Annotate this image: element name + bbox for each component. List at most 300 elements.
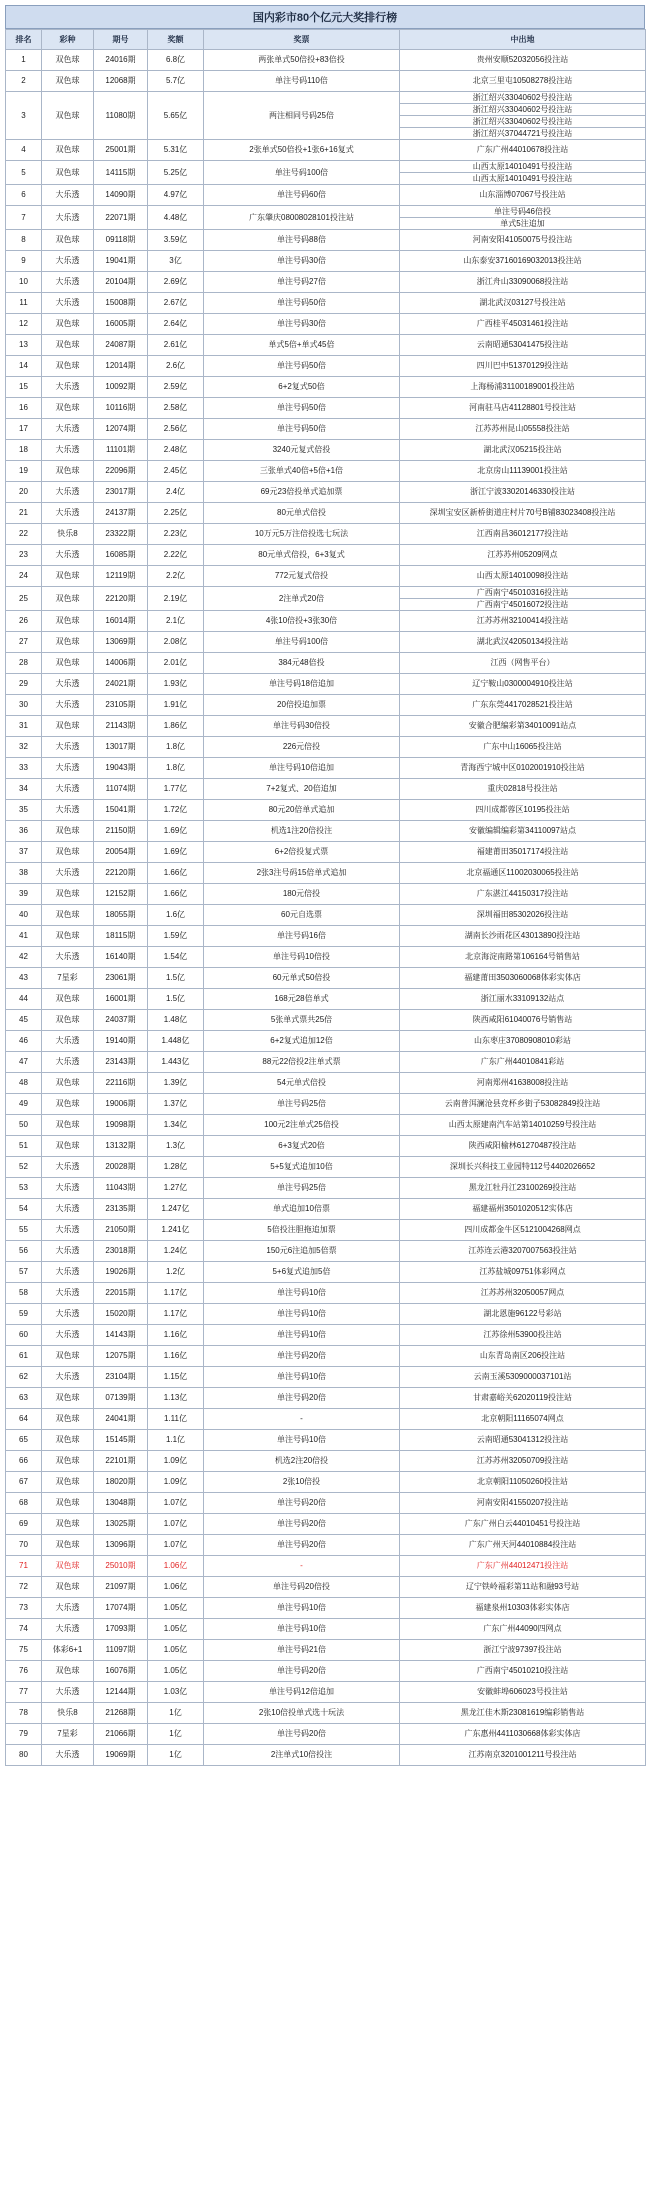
cell-amount: 1.11亿 [148,1409,204,1430]
cell-rank: 68 [6,1493,42,1514]
cell-amount: 1.28亿 [148,1157,204,1178]
ranking-table [5,29,646,1766]
table-row [6,1661,646,1682]
cell-ticket: 单注号码10倍 [204,1304,400,1325]
cell-place: 北京朝阳11050260投注站 [400,1472,646,1493]
cell-rank: 2 [6,71,42,92]
cell-rank: 5 [6,161,42,185]
table-header-row [6,30,646,50]
cell-rank: 16 [6,398,42,419]
cell-ticket: 10万元5万注倍投选七玩法 [204,524,400,545]
cell-type: 双色球 [42,1010,94,1031]
cell-ticket: 单注号码50倍 [204,398,400,419]
cell-place: 北京福通区11002030065投注站 [400,863,646,884]
cell-type: 双色球 [42,1409,94,1430]
cell-amount: 1.6亿 [148,905,204,926]
cell-issue: 12014期 [94,356,148,377]
cell-ticket: 88元22倍投2注单式票 [204,1052,400,1073]
cell-rank: 71 [6,1556,42,1577]
cell-amount: 1.247亿 [148,1199,204,1220]
col-header-place: 中出地 [400,30,646,50]
cell-issue: 21066期 [94,1724,148,1745]
cell-type: 双色球 [42,611,94,632]
cell-type: 双色球 [42,587,94,611]
cell-place: 广东广州44012471投注站 [400,1556,646,1577]
cell-place: 广东广州白云44010451号投注站 [400,1514,646,1535]
cell-issue: 25010期 [94,1556,148,1577]
cell-issue: 13069期 [94,632,148,653]
cell-place: 广东广州44090四网点 [400,1619,646,1640]
cell-amount: 1.03亿 [148,1682,204,1703]
cell-issue: 14143期 [94,1325,148,1346]
table-row [6,1094,646,1115]
cell-type: 双色球 [42,926,94,947]
table-row [6,1556,646,1577]
cell-rank: 65 [6,1430,42,1451]
table-row [6,758,646,779]
ranking-page [5,5,645,1766]
table-row [6,968,646,989]
cell-type: 大乐透 [42,800,94,821]
table-row [6,272,646,293]
cell-place: 福建莆田35017174投注站 [400,842,646,863]
cell-rank: 29 [6,674,42,695]
cell-type: 双色球 [42,1346,94,1367]
cell-rank: 46 [6,1031,42,1052]
cell-amount: 1.24亿 [148,1241,204,1262]
cell-place: 云南昭通53041475投注站 [400,335,646,356]
cell-place: 江苏苏州32100414投注站 [400,611,646,632]
cell-place: 北京三里屯10508278投注站 [400,71,646,92]
cell-ticket: 单注号码18倍追加 [204,674,400,695]
cell-amount: 1.72亿 [148,800,204,821]
cell-ticket: 单注号码100倍 [204,161,400,185]
cell-place: 江苏苏州05209网点 [400,545,646,566]
cell-issue: 21150期 [94,821,148,842]
cell-issue: 25001期 [94,140,148,161]
cell-amount: 1.93亿 [148,674,204,695]
cell-place: 湖北恩施96122号彩站 [400,1304,646,1325]
cell-rank: 78 [6,1703,42,1724]
cell-place: 浙江宁波33020146330投注站 [400,482,646,503]
cell-type: 双色球 [42,884,94,905]
cell-issue: 24016期 [94,50,148,71]
cell-issue: 20104期 [94,272,148,293]
cell-amount: 2.23亿 [148,524,204,545]
cell-ticket: 5张单式票共25倍 [204,1010,400,1031]
table-row [6,1451,646,1472]
cell-rank: 10 [6,272,42,293]
cell-issue: 24037期 [94,1010,148,1031]
cell-amount: 1.91亿 [148,695,204,716]
cell-place: 甘肃嘉峪关62020119投注站 [400,1388,646,1409]
table-row [6,1157,646,1178]
table-row [6,821,646,842]
cell-rank: 62 [6,1367,42,1388]
cell-issue: 23143期 [94,1052,148,1073]
cell-amount: 1.07亿 [148,1493,204,1514]
cell-ticket: 单注号码100倍 [204,632,400,653]
cell-issue: 23105期 [94,695,148,716]
cell-ticket: 单注号码20倍 [204,1346,400,1367]
cell-type: 大乐透 [42,272,94,293]
cell-place: 江苏南京3201001211号投注站 [400,1745,646,1766]
cell-ticket: 机选1注20倍投注 [204,821,400,842]
cell-issue: 21050期 [94,1220,148,1241]
cell-place: 山东青岛南区206投注站 [400,1346,646,1367]
cell-type: 大乐透 [42,1157,94,1178]
cell-issue: 09118期 [94,230,148,251]
cell-issue: 12152期 [94,884,148,905]
cell-issue: 22101期 [94,1451,148,1472]
cell-type: 大乐透 [42,1241,94,1262]
cell-place: 江苏连云港3207007563投注站 [400,1241,646,1262]
cell-ticket: 2注单式10倍投注 [204,1745,400,1766]
cell-rank: 70 [6,1535,42,1556]
cell-amount: 1.06亿 [148,1556,204,1577]
cell-amount: 1.69亿 [148,842,204,863]
table-row [6,1577,646,1598]
cell-rank: 28 [6,653,42,674]
cell-rank: 34 [6,779,42,800]
cell-place: 安徽编辑编彩第34110097站点 [400,821,646,842]
cell-ticket: 100元2注单式25倍投 [204,1115,400,1136]
cell-ticket: 单注号码10倍投 [204,947,400,968]
table-row [6,779,646,800]
table-row [6,1724,646,1745]
cell-type: 大乐透 [42,440,94,461]
cell-type: 双色球 [42,1136,94,1157]
cell-place: 贵州安顺52032056投注站 [400,50,646,71]
cell-amount: 1.05亿 [148,1640,204,1661]
cell-rank: 17 [6,419,42,440]
table-row [6,632,646,653]
cell-type: 双色球 [42,989,94,1010]
cell-place: 广东广州44010841彩站 [400,1052,646,1073]
cell-rank: 80 [6,1745,42,1766]
cell-issue: 12144期 [94,1682,148,1703]
cell-issue: 19043期 [94,758,148,779]
cell-place: 陕西咸阳榆林61270487投注站 [400,1136,646,1157]
cell-type: 快乐8 [42,524,94,545]
cell-amount: 6.8亿 [148,50,204,71]
cell-type: 大乐透 [42,1262,94,1283]
cell-place: 北京海淀南路第106164号销售站 [400,947,646,968]
cell-type: 大乐透 [42,1031,94,1052]
cell-rank: 36 [6,821,42,842]
table-row [6,1367,646,1388]
cell-issue: 11101期 [94,440,148,461]
cell-place: 安徽合肥编彩第34010091站点 [400,716,646,737]
cell-amount: 5.25亿 [148,161,204,185]
cell-rank: 12 [6,314,42,335]
cell-ticket: 单注号码88倍 [204,230,400,251]
cell-amount: 2.4亿 [148,482,204,503]
cell-ticket: 单注号码20倍 [204,1493,400,1514]
cell-ticket: 150元6注追加5倍票 [204,1241,400,1262]
cell-place: 浙江宁波97397投注站 [400,1640,646,1661]
table-row [6,1745,646,1766]
cell-issue: 24087期 [94,335,148,356]
cell-issue: 15145期 [94,1430,148,1451]
cell-place: 广西南宁45010210投注站 [400,1661,646,1682]
cell-ticket: 单注号码60倍 [204,185,400,206]
table-row [6,1052,646,1073]
cell-amount: 1.16亿 [148,1325,204,1346]
table-row [6,989,646,1010]
cell-rank: 51 [6,1136,42,1157]
table-row [6,947,646,968]
cell-place: 广东惠州4411030668体彩实体店 [400,1724,646,1745]
cell-place: 湖北武汉42050134投注站 [400,632,646,653]
cell-ticket: 单注号码30倍 [204,251,400,272]
table-row [6,140,646,161]
table-body [6,50,646,1766]
cell-place: 江苏苏州32050709投注站 [400,1451,646,1472]
table-row [6,377,646,398]
cell-ticket: 2张3注号码15倍单式追加 [204,863,400,884]
table-row [6,716,646,737]
cell-rank: 4 [6,140,42,161]
cell-rank: 67 [6,1472,42,1493]
cell-amount: 1.3亿 [148,1136,204,1157]
cell-issue: 16014期 [94,611,148,632]
cell-amount: 4.97亿 [148,185,204,206]
cell-amount: 3亿 [148,251,204,272]
cell-amount: 2.22亿 [148,545,204,566]
cell-amount: 2.2亿 [148,566,204,587]
col-header-rank: 排名 [6,30,42,50]
cell-amount: 1.5亿 [148,968,204,989]
cell-issue: 11080期 [94,92,148,140]
cell-rank: 13 [6,335,42,356]
cell-ticket: 单注号码10倍 [204,1283,400,1304]
table-row [6,1640,646,1661]
cell-type: 双色球 [42,314,94,335]
cell-place: 江苏徐州53900投注站 [400,1325,646,1346]
cell-type: 大乐透 [42,482,94,503]
cell-rank: 56 [6,1241,42,1262]
cell-type: 双色球 [42,92,94,140]
cell-issue: 22096期 [94,461,148,482]
cell-amount: 1.66亿 [148,884,204,905]
cell-place: 辽宁鞍山0300004910投注站 [400,674,646,695]
cell-ticket: 单注号码10倍 [204,1367,400,1388]
cell-rank: 49 [6,1094,42,1115]
cell-place: 山西太原14010491号投注站 [400,161,646,173]
cell-place: 辽宁铁岭福彩第11站和融93号站 [400,1577,646,1598]
cell-rank: 57 [6,1262,42,1283]
cell-rank: 21 [6,503,42,524]
cell-issue: 19006期 [94,1094,148,1115]
cell-type: 双色球 [42,1535,94,1556]
cell-issue: 13132期 [94,1136,148,1157]
cell-issue: 12075期 [94,1346,148,1367]
cell-amount: 1.34亿 [148,1115,204,1136]
cell-rank: 59 [6,1304,42,1325]
cell-type: 大乐透 [42,1220,94,1241]
cell-issue: 22120期 [94,587,148,611]
cell-rank: 33 [6,758,42,779]
cell-type: 双色球 [42,461,94,482]
cell-amount: 2.48亿 [148,440,204,461]
cell-place: 黑龙江佳木斯23081619编彩销售站 [400,1703,646,1724]
cell-place: 福建福州3501020512实体店 [400,1199,646,1220]
cell-issue: 16001期 [94,989,148,1010]
cell-ticket: 两注相同号码25倍 [204,92,400,140]
cell-type: 双色球 [42,1577,94,1598]
cell-ticket: 60元自选票 [204,905,400,926]
table-row [6,335,646,356]
table-row [6,611,646,632]
cell-ticket: 单式5倍+单式45倍 [204,335,400,356]
cell-amount: 1.66亿 [148,863,204,884]
cell-place: 四川巴中51370129投注站 [400,356,646,377]
cell-issue: 17093期 [94,1619,148,1640]
cell-type: 双色球 [42,230,94,251]
cell-amount: 2.08亿 [148,632,204,653]
cell-type: 大乐透 [42,1199,94,1220]
cell-ticket: 单注号码27倍 [204,272,400,293]
cell-place: 浙江绍兴33040602号投注站 [400,104,646,116]
table-row [6,461,646,482]
cell-ticket: 单注号码20倍 [204,1514,400,1535]
cell-place: 重庆02818号投注站 [400,779,646,800]
cell-rank: 44 [6,989,42,1010]
cell-type: 双色球 [42,1094,94,1115]
cell-rank: 53 [6,1178,42,1199]
cell-amount: 4.48亿 [148,206,204,230]
cell-amount: 2.67亿 [148,293,204,314]
cell-rank: 69 [6,1514,42,1535]
table-row [6,800,646,821]
cell-place: 北京房山11139001投注站 [400,461,646,482]
cell-place: 河南安阳41050075号投注站 [400,230,646,251]
cell-amount: 1.54亿 [148,947,204,968]
cell-issue: 23017期 [94,482,148,503]
cell-rank: 54 [6,1199,42,1220]
cell-type: 大乐透 [42,503,94,524]
cell-rank: 31 [6,716,42,737]
cell-issue: 16005期 [94,314,148,335]
cell-issue: 22116期 [94,1073,148,1094]
table-row [6,1409,646,1430]
cell-place: 广西桂平45031461投注站 [400,314,646,335]
cell-rank: 32 [6,737,42,758]
cell-rank: 66 [6,1451,42,1472]
cell-ticket: 2张10倍投 [204,1472,400,1493]
cell-amount: 1.86亿 [148,716,204,737]
cell-ticket: - [204,1409,400,1430]
cell-issue: 11074期 [94,779,148,800]
cell-type: 大乐透 [42,1598,94,1619]
table-row [6,566,646,587]
cell-issue: 14090期 [94,185,148,206]
cell-type: 双色球 [42,1451,94,1472]
cell-rank: 1 [6,50,42,71]
table-row [6,1031,646,1052]
cell-rank: 58 [6,1283,42,1304]
cell-type: 双色球 [42,905,94,926]
cell-rank: 42 [6,947,42,968]
cell-issue: 13048期 [94,1493,148,1514]
table-row [6,440,646,461]
cell-type: 大乐透 [42,947,94,968]
table-row [6,1220,646,1241]
table-row [6,737,646,758]
cell-ticket: 单注号码30倍投 [204,716,400,737]
cell-amount: 1.05亿 [148,1619,204,1640]
cell-amount: 2.61亿 [148,335,204,356]
table-row [6,1010,646,1031]
cell-place: 黑龙江牡丹江23100269投注站 [400,1178,646,1199]
cell-amount: 2.64亿 [148,314,204,335]
cell-rank: 6 [6,185,42,206]
table-row [6,1304,646,1325]
cell-place: 云南普洱澜沧县竞杯乡街子53082849投注站 [400,1094,646,1115]
cell-type: 大乐透 [42,863,94,884]
cell-place: 江苏苏州32050057网点 [400,1283,646,1304]
table-row [6,1598,646,1619]
cell-ticket: 5+6复式追加5倍 [204,1262,400,1283]
cell-amount: 5.7亿 [148,71,204,92]
cell-ticket: 单注号码10倍 [204,1619,400,1640]
table-row [6,1073,646,1094]
cell-ticket: 180元倍投 [204,884,400,905]
cell-type: 大乐透 [42,1304,94,1325]
cell-issue: 23135期 [94,1199,148,1220]
cell-amount: 1.06亿 [148,1577,204,1598]
table-row [6,1115,646,1136]
cell-amount: 5.65亿 [148,92,204,140]
table-row [6,356,646,377]
cell-ticket: 168元28倍单式 [204,989,400,1010]
cell-type: 大乐透 [42,251,94,272]
cell-ticket: 单注号码20倍投 [204,1577,400,1598]
cell-place: 北京朝阳11165074网点 [400,1409,646,1430]
cell-type: 大乐透 [42,779,94,800]
cell-place: 山东淄博07067号投注站 [400,185,646,206]
cell-place: 浙江绍兴33040602号投注站 [400,92,646,104]
cell-ticket: 6+3复式20倍 [204,1136,400,1157]
cell-place: 山西太原14010098投注站 [400,566,646,587]
cell-type: 双色球 [42,1493,94,1514]
cell-place: 广东东莞4417028521投注站 [400,695,646,716]
cell-type: 双色球 [42,1388,94,1409]
cell-ticket: 226元倍投 [204,737,400,758]
cell-place: 广西南宁45016072投注站 [400,599,646,611]
cell-rank: 41 [6,926,42,947]
cell-type: 双色球 [42,1430,94,1451]
cell-type: 7星彩 [42,1724,94,1745]
table-row [6,185,646,206]
table-row [6,674,646,695]
cell-rank: 18 [6,440,42,461]
cell-amount: 2.69亿 [148,272,204,293]
col-header-type: 彩种 [42,30,94,50]
table-row [6,50,646,71]
cell-amount: 1.8亿 [148,758,204,779]
cell-type: 大乐透 [42,1682,94,1703]
cell-ticket: 5+5复式追加10倍 [204,1157,400,1178]
table-row [6,1283,646,1304]
cell-rank: 27 [6,632,42,653]
cell-rank: 77 [6,1682,42,1703]
cell-ticket: 单注号码110倍 [204,71,400,92]
cell-rank: 48 [6,1073,42,1094]
cell-rank: 15 [6,377,42,398]
cell-place: 云南玉溪5309000037101站 [400,1367,646,1388]
